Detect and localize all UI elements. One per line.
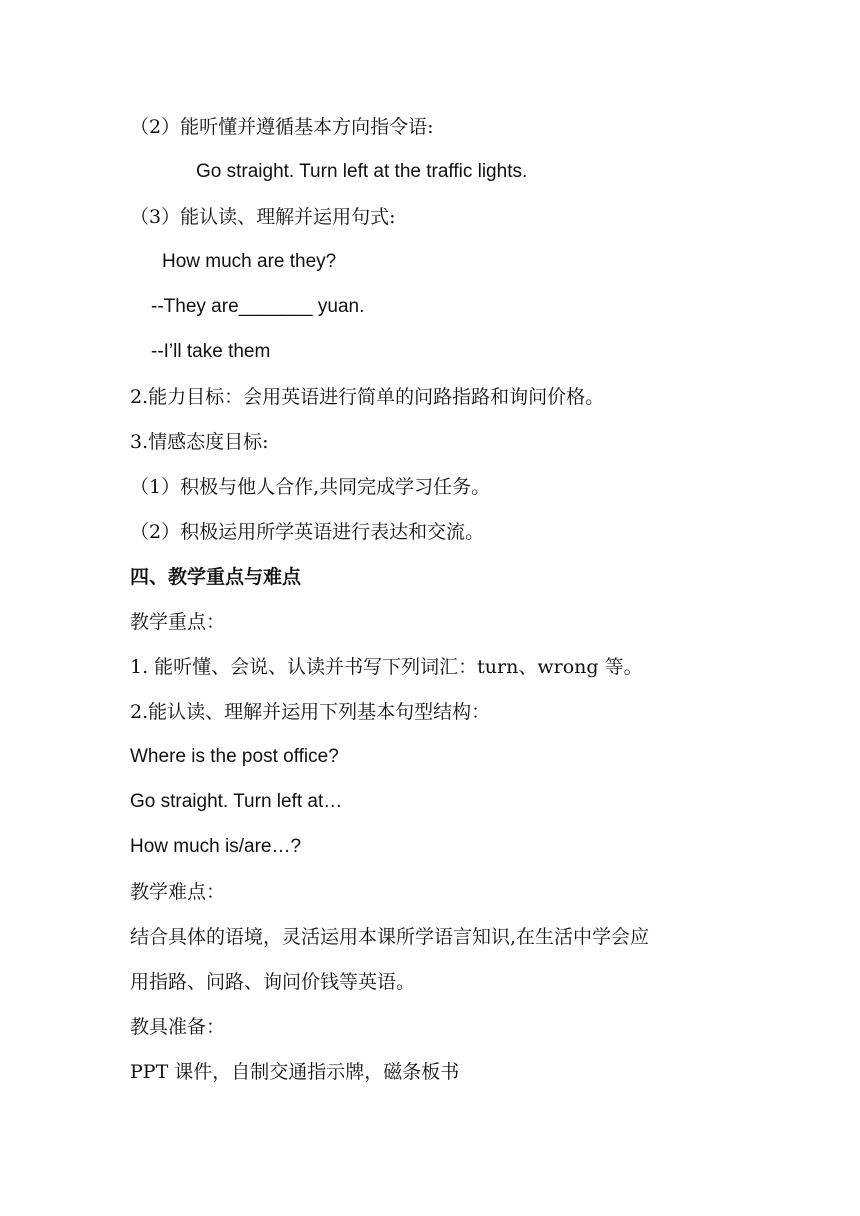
objective-2-heading: （2）能听懂并遵循基本方向指令语:	[130, 116, 434, 138]
key-point-2: 2.能认读、理解并运用下列基本句型结构：	[130, 701, 491, 723]
sentence-pattern-1: Where is the post office?	[130, 746, 339, 767]
emotion-objective-2: （2）积极运用所学英语进行表达和交流。	[130, 521, 485, 543]
key-points-heading: 教学重点：	[130, 611, 226, 633]
direction-instruction-example: Go straight. Turn left at the traffic lights.	[196, 161, 528, 182]
take-them-example: --I’ll take them	[151, 341, 271, 362]
sentence-pattern-2: Go straight. Turn left at…	[130, 791, 343, 812]
difficult-points-text-line-2: 用指路、问路、询问价钱等英语。	[130, 971, 416, 993]
teaching-aids-heading: 教具准备：	[130, 1016, 226, 1038]
objective-3-heading: （3）能认读、理解并运用句式:	[130, 206, 396, 228]
emotion-objective-1: （1）积极与他人合作,共同完成学习任务。	[130, 476, 491, 498]
price-question-example: How much are they?	[162, 251, 337, 272]
teaching-aids-text: PPT 课件，自制交通指示牌，磁条板书	[130, 1061, 460, 1083]
key-point-1: 1. 能听懂、会说、认读并书写下列词汇：turn、wrong 等。	[130, 656, 643, 678]
ability-objective: 2.能力目标：会用英语进行简单的问路指路和询问价格。	[130, 386, 605, 408]
difficult-points-heading: 教学难点：	[130, 881, 226, 903]
price-answer-example: --They are_______ yuan.	[151, 296, 365, 317]
emotion-objective-heading: 3.情感态度目标:	[130, 431, 269, 453]
difficult-points-text-line-1: 结合具体的语境，灵活运用本课所学语言知识,在生活中学会应	[130, 926, 650, 948]
sentence-pattern-3: How much is/are…?	[130, 836, 302, 857]
section-4-heading: 四、教学重点与难点	[130, 566, 302, 588]
